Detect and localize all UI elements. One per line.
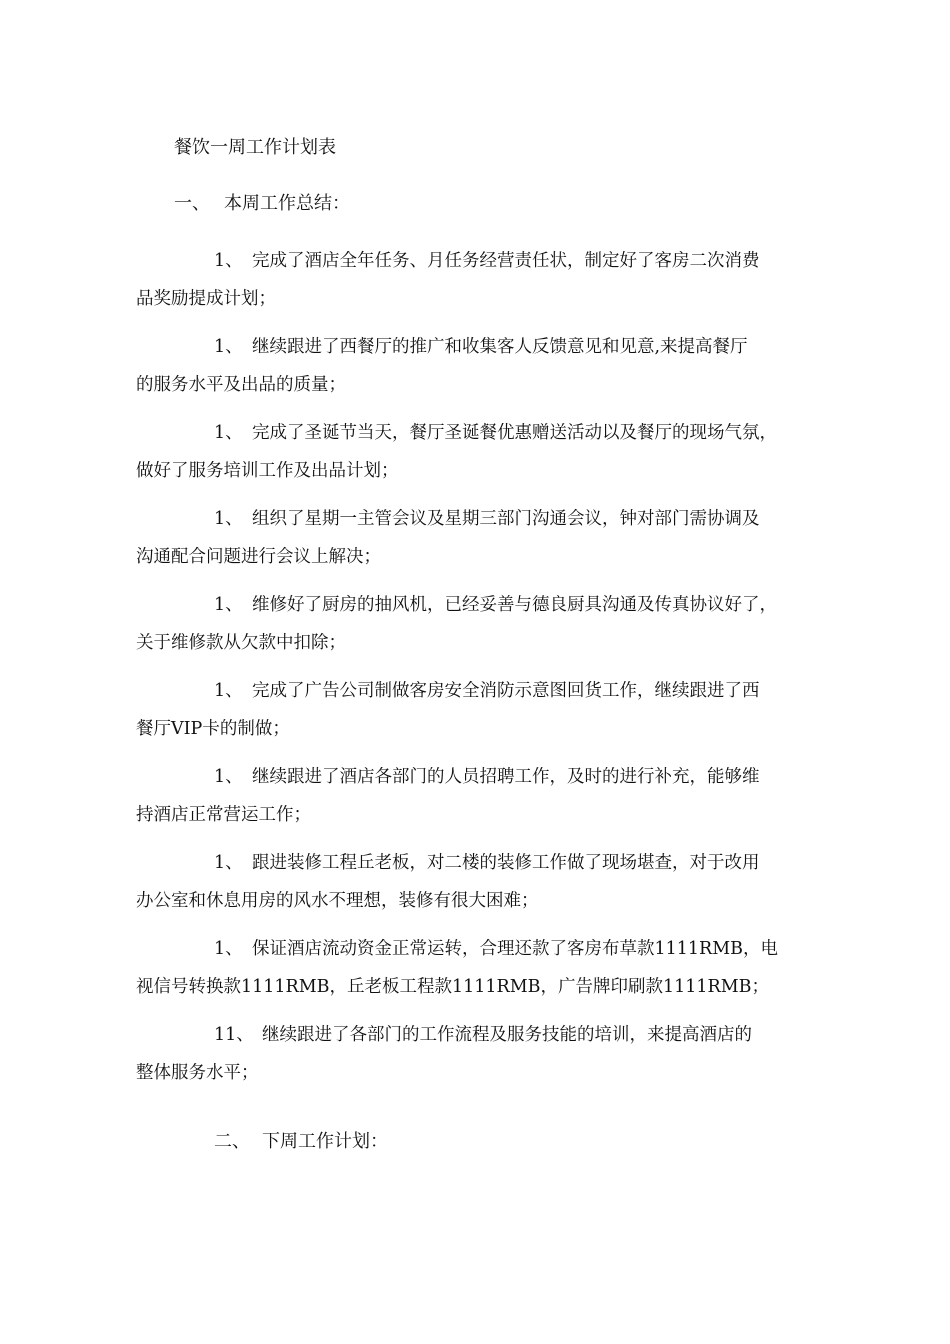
document-title: 餐饮一周工作计划表 xyxy=(174,137,336,158)
item-text-line1: 组织了星期一主管会议及星期三部门沟通会议，钟对部门需协调及 xyxy=(252,509,760,529)
item-text-line1: 跟进装修工程丘老板，对二楼的装修工作做了现场堪查，对于改用 xyxy=(252,853,760,873)
item-number: 1、 xyxy=(214,423,243,443)
item-text-line1: 完成了广告公司制做客房安全消防示意图回货工作，继续跟进了西 xyxy=(252,681,760,701)
item-text-line2: 办公室和休息用房的风水不理想，装修有很大困难； xyxy=(136,891,539,911)
item-text-line1: 完成了圣诞节当天，餐厅圣诞餐优惠赠送活动以及餐厅的现场气氛， xyxy=(252,423,777,443)
item-text-line1: 完成了酒店全年任务、月任务经营责任状，制定好了客房二次消费 xyxy=(252,251,760,271)
list-item xyxy=(136,414,816,490)
list-item xyxy=(136,328,816,404)
item-text-line2: 持酒店正常营运工作； xyxy=(136,805,311,825)
list-item xyxy=(136,500,816,576)
list-item xyxy=(136,930,816,1006)
item-text-line1: 继续跟进了酒店各部门的人员招聘工作，及时的进行补充，能够维 xyxy=(252,767,760,787)
list-item xyxy=(136,242,816,318)
item-text-line1: 维修好了厨房的抽风机，已经妥善与德良厨具沟通及传真协议好了， xyxy=(252,595,777,615)
list-item xyxy=(136,586,816,662)
item-text-line2: 餐厅VIP卡的制做； xyxy=(136,719,290,739)
item-number: 1、 xyxy=(214,939,243,959)
list-item xyxy=(136,672,816,748)
item-text-line2: 视信号转换款1111RMB，丘老板工程款1111RMB，广告牌印刷款1111RMB； xyxy=(136,977,769,997)
list-item xyxy=(136,844,816,920)
item-text-line1: 继续跟进了各部门的工作流程及服务技能的培训，来提高酒店的 xyxy=(262,1025,752,1045)
section-label: 下周工作计划： xyxy=(262,1131,388,1152)
item-number: 11、 xyxy=(214,1025,254,1045)
section-number: 二、 xyxy=(214,1131,250,1152)
item-text-line2: 沟通配合问题进行会议上解决； xyxy=(136,547,381,567)
item-text-line1: 保证酒店流动资金正常运转，合理还款了客房布草款1111RMB，电 xyxy=(252,939,778,959)
item-text-line2: 整体服务水平； xyxy=(136,1063,259,1083)
item-number: 1、 xyxy=(214,251,243,271)
section-label: 本周工作总结： xyxy=(224,193,350,214)
item-number: 1、 xyxy=(214,595,243,615)
item-text-line2: 品奖励提成计划； xyxy=(136,289,276,309)
item-text-line2: 关于维修款从欠款中扣除； xyxy=(136,633,346,653)
item-number: 1、 xyxy=(214,509,243,529)
item-text-line2: 做好了服务培训工作及出品计划； xyxy=(136,461,399,481)
item-text-line1: 继续跟进了西餐厅的推广和收集客人反馈意见和见意,来提高餐厅 xyxy=(252,337,748,357)
section-heading-summary xyxy=(174,190,350,218)
item-number: 1、 xyxy=(214,767,243,787)
item-number: 1、 xyxy=(214,681,243,701)
list-item xyxy=(136,1016,816,1092)
list-item xyxy=(136,758,816,834)
section-heading-plan xyxy=(214,1128,388,1156)
section-number: 一、 xyxy=(174,193,210,214)
item-number: 1、 xyxy=(214,337,243,357)
item-text-line2: 的服务水平及出品的质量； xyxy=(136,375,346,395)
item-number: 1、 xyxy=(214,853,243,873)
